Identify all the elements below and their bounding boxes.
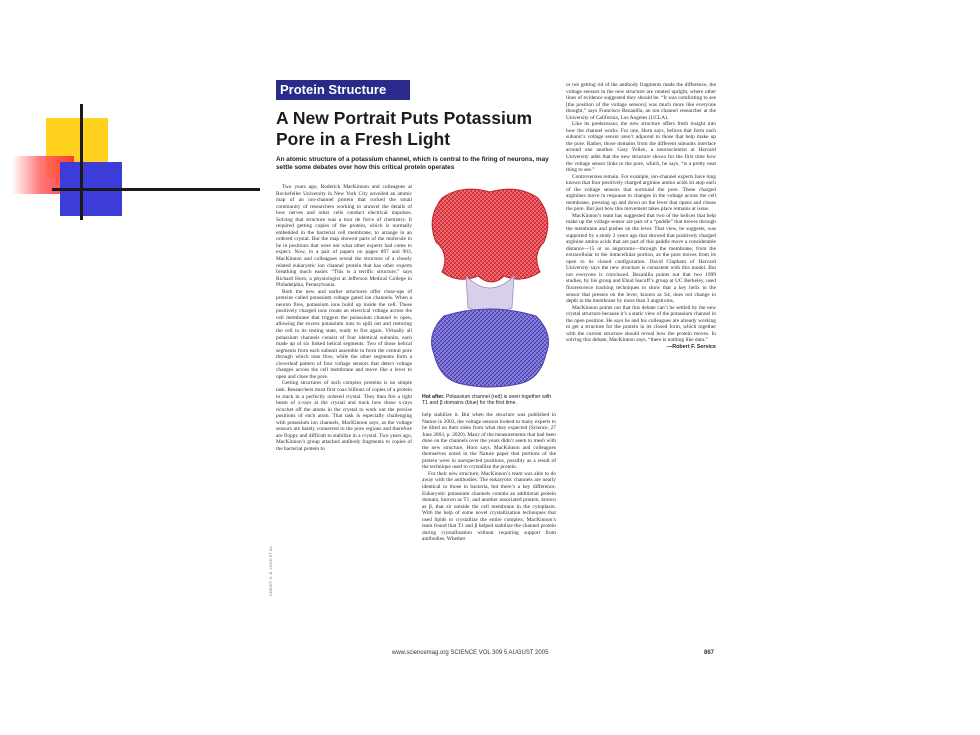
protein-structure-image [422, 184, 558, 390]
figure-caption [422, 394, 558, 406]
paragraph: Like its predecessor, the new structure offers fresh insight into how the channel works. For one, Horn says, helices that form each subunit’s voltage sensor aren’t adjacent to those that help make up the pore. Rather, those domains from the different subunits interlace around one another. Gary Yellen, a neuroscientist at Harvard University adds that the new structure shows for the first time how the voltage sensor links to the pore, which, he says, “is a pretty neat thing to see.” [566, 121, 716, 174]
paragraph: Both the new and earlier structures offer close-ups of proteins called potassium voltage gated ion channels. When a neuron fires, potassium ions build up inside the cell. These positively charged ions create an electrical voltage across the cell membrane that triggers the potassium channel to open, allowing the excess potassium ions to spill out and restoring the cell to its resting state, ready to fire again. Virtually all potassium channels consist of four identical subunits, each made up of six linked helical segments. Two of those helical segments from each subunit assemble to form the central pore through which ions flow, while the other segments form a cloverleaf pattern of four voltage sensors that detect voltage changes across the cell membrane and move like a lever to open and close the pore. [276, 288, 412, 380]
paragraph: MacKinnon’s team has suggested that two of the helices that help make up the voltage sensor are part of a “paddle” that moves through the membrane and pushes on the lever. That view, he suggests, was supported by a study 2 years ago that showed that positively charged arginine amino acids that are part of this paddle move a considerable distance—15 or so angstroms—through the membrane, from the extracellular to the intracellular portion, as the pore moves from its open to its closed configuration. David Clapham of Harvard University says the new structure is consistent with this model. But not everyone is convinced. Bezanilla points out that two 1999 studies, by his group and Ehud Isacoff’s group at UC Berkeley, used fluorescence tracking techniques to show that a key helix in the sensor that presses on the lever, known as S4, does not change in depth in the membrane by more than 3 angstroms. [566, 212, 716, 305]
paragraph: Getting structures of such complex proteins is no simple task. Researchers must first coax billions of copies of a protein to stack in a perfectly ordered crystal. They then fire a tight beam of x-rays at the crystal and track how those x-rays ricochet off the atoms in the crystal to work out the precise positions of each atom. That task is especially challenging with potassium ion channels, MacKinnon says, as the voltage sensors are barely connected to the pore regions and therefore are floppy and difficult to stabilize in a crystal. Two years ago, MacKinnon’s group attached antibody fragments to copies of the bacterial protein to [276, 380, 412, 452]
paragraph: Controversies remain. For example, ion-channel experts have long known that four positively charged arginine amino acids sit atop each of the voltage sensors that surround the pore. These charged arginines move in response to changes in the voltage across the cell membrane, pressing up and down on the lever that opens and closes the pore. But just how this movement takes place remains at issue. [566, 173, 716, 213]
caption-title: Hot after. [422, 394, 445, 400]
section-label: Protein Structure [276, 80, 410, 100]
article-title: A New Portrait Puts Potassium Pore in a Fresh Light [276, 108, 533, 149]
column-middle [422, 412, 556, 652]
paragraph: MacKinnon points out that this debate can’t be settled by the new crystal structure because it’s a static view of the potassium channel in the open position. He says he and his colleagues are already working to get a structure for the protein in its closed form, which together with the current structure should reveal how the protein moves. In solving this debate, MacKinnon says, “there is nothing like data.” [566, 304, 716, 344]
blue-domain-shape [432, 309, 549, 387]
protein-figure [422, 184, 558, 390]
paragraph: Two years ago, Roderick MacKinnon and colleagues at Rockefeller University in New York City unveiled an atomic map of an ion-channel protein that rocked the small community of researchers working to unravel the details of how nerves and other cells conduct electrical impulses. Solving that structure was a tour de force of chemistry. It required getting copies of the protein, which is normally embedded in the bacterial cell membrane, to arrange in an ordered crystal. But the map showed parts of the molecule to be in positions that were not what other experts had come to expect. Now, in a pair of papers on pages 897 and 903, MacKinnon and colleagues reveal the structure of a closely related eukaryotic ion channel protein that has other experts breathing much easier. “This is a terrific structure,” says Richard Horn, a physiologist at Jefferson Medical College in Philadelphia, Pennsylvania. [276, 184, 412, 289]
article-page [268, 76, 720, 660]
column-right [566, 82, 716, 652]
decor-horizontal-line [52, 188, 260, 191]
caption-text: Potassium channel (red) is seen together with T1 and β domains (blue) for the first time. [422, 394, 552, 407]
paragraph: For their new structure, MacKinnon’s team was able to do away with the antibodies. The eukaryotic channels are nearly identical to those in bacteria, but there’s a key difference. Eukaryotic potassium channels contain an additional protein domain, known as T1, and another associated protein, known as β, that sit outside the cell membrane in the cytoplasm. With the help of some novel crystallization techniques that used lipids to crystallize the entire complex, MacKinnon’s team found that T1 and β helped stabilize the channel protein during crystallization without requiring support from antibodies. Whether [422, 470, 556, 543]
footer-text: www.sciencemag.org SCIENCE VOL 309 5 AUGUST 2005 [392, 650, 549, 656]
byline: —Robert F. Service [666, 343, 716, 350]
article-dek: An atomic structure of a potassium channel, which is central to the firing of neurons, may settle some debates over how this critical protein operates [276, 156, 549, 171]
decor-vertical-line [80, 104, 83, 220]
paragraph: help stabilize it. But when the structure was published in Nature in 2003, the voltage sensors looked to many experts to be tilted on their sides from what they expected (Science, 27 June 2003, p. 2020). Many of the measurements that had been done on the channels over the years didn’t seem to mesh with the new structure, Horn says. MacKinnon and colleagues themselves noted in the Nature paper that portions of the protein were in unexpected positions, possibly as a result of the technique used to crystallize the protein. [422, 412, 556, 471]
photo-credit: CREDIT: S. B. LONG ET AL. [268, 545, 273, 596]
paragraph: or not getting rid of the antibody fragments made the difference, the voltage sensors in the new structure are rotated upright, where other lines of evidence suggested they should be. “It was comforting to see [the position of the voltage sensors] was much more like everyone thought,” says Francisco Bezanilla, an ion channel researcher at the University of California, Los Angeles (UCLA). [566, 82, 716, 121]
page-footer [392, 650, 720, 656]
column-left [276, 184, 412, 652]
page-number: 867 [703, 650, 714, 656]
red-domain-shape [432, 189, 548, 282]
